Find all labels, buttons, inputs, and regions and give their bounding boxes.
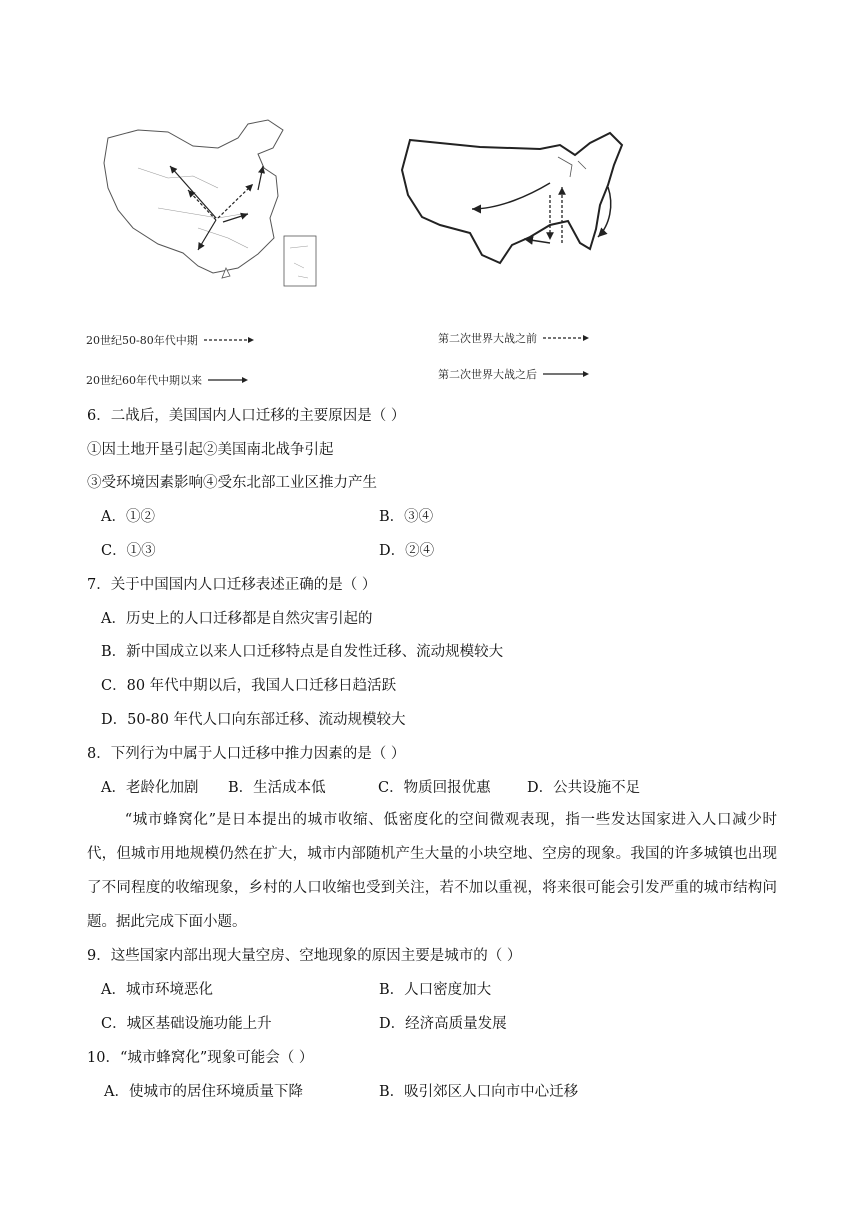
dashed-arrow-icon bbox=[204, 336, 254, 344]
q10-option-a[interactable]: A．使城市的居住环境质量下降 bbox=[104, 1084, 303, 1100]
q10-stem: 10．“城市蜂窝化”现象可能会（ ） bbox=[87, 1050, 314, 1066]
q9-option-a[interactable]: A．城市环境恶化 bbox=[101, 982, 213, 998]
q6-option-b[interactable]: B．③④ bbox=[379, 509, 434, 525]
q8-option-c[interactable]: C．物质回报优惠 bbox=[378, 780, 491, 796]
legend-label: 20世纪60年代中期以来 bbox=[86, 374, 202, 387]
legend-label: 20世纪50-80年代中期 bbox=[86, 334, 198, 347]
usa-map bbox=[400, 125, 630, 265]
dashed-arrow-icon bbox=[543, 334, 589, 342]
q6-option-c[interactable]: C．①③ bbox=[101, 543, 156, 559]
solid-arrow-icon bbox=[208, 376, 248, 384]
q9-stem: 9．这些国家内部出现大量空房、空地现象的原因主要是城市的（ ） bbox=[87, 948, 522, 964]
q9-option-c[interactable]: C．城区基础设施功能上升 bbox=[101, 1016, 272, 1032]
q9-option-d[interactable]: D．经济高质量发展 bbox=[379, 1016, 507, 1032]
legend-label: 第二次世界大战之前 bbox=[438, 332, 537, 345]
q8-stem: 8．下列行为中属于人口迁移中推力因素的是（ ） bbox=[87, 746, 406, 762]
q7-option-d[interactable]: D．50-80 年代人口向东部迁移、流动规模较大 bbox=[101, 712, 406, 728]
usa-legend-dashed bbox=[438, 330, 589, 346]
solid-arrow-icon bbox=[543, 370, 589, 378]
reading-passage: “城市蜂窝化”是日本提出的城市收缩、低密度化的空间微观表现，指一些发达国家进入人口减少时代，但城市用地规模仍然在扩大，城市内部随机产生大量的小块空地、空房的现象。我国的许多城镇也出现了不同程度的收缩现象，乡村的人口收缩也受到关注，若不加以重视，将来很可能会引发严重的城市结构问题。据此完成下面小题。 bbox=[87, 812, 777, 930]
q9-option-b[interactable]: B．人口密度加大 bbox=[379, 982, 492, 998]
q8-option-d[interactable]: D．公共设施不足 bbox=[527, 780, 641, 796]
china-legend-dashed bbox=[86, 332, 254, 348]
china-legend-solid bbox=[86, 372, 248, 388]
q6-option-d[interactable]: D．②④ bbox=[379, 543, 435, 559]
q10-option-b[interactable]: B．吸引郊区人口向市中心迁移 bbox=[379, 1084, 579, 1100]
q6-statement: ①因土地开垦引起②美国南北战争引起 bbox=[87, 442, 334, 458]
q8-option-a[interactable]: A．老龄化加剧 bbox=[101, 780, 199, 796]
usa-legend-solid bbox=[438, 366, 589, 382]
q6-stem: 6．二战后，美国国内人口迁移的主要原因是（ ） bbox=[87, 408, 406, 424]
legend-label: 第二次世界大战之后 bbox=[438, 368, 537, 381]
china-map bbox=[98, 118, 328, 298]
q6-option-a[interactable]: A．①② bbox=[101, 509, 155, 525]
q7-stem: 7．关于中国国内人口迁移表述正确的是（ ） bbox=[87, 577, 377, 593]
q7-option-c[interactable]: C．80 年代中期以后，我国人口迁移日趋活跃 bbox=[101, 678, 397, 694]
q7-option-a[interactable]: A．历史上的人口迁移都是自然灾害引起的 bbox=[101, 611, 373, 627]
q7-option-b[interactable]: B．新中国成立以来人口迁移特点是自发性迁移、流动规模较大 bbox=[101, 644, 504, 660]
q6-statement: ③受环境因素影响④受东北部工业区推力产生 bbox=[87, 475, 377, 491]
q8-option-b[interactable]: B．生活成本低 bbox=[228, 780, 326, 796]
